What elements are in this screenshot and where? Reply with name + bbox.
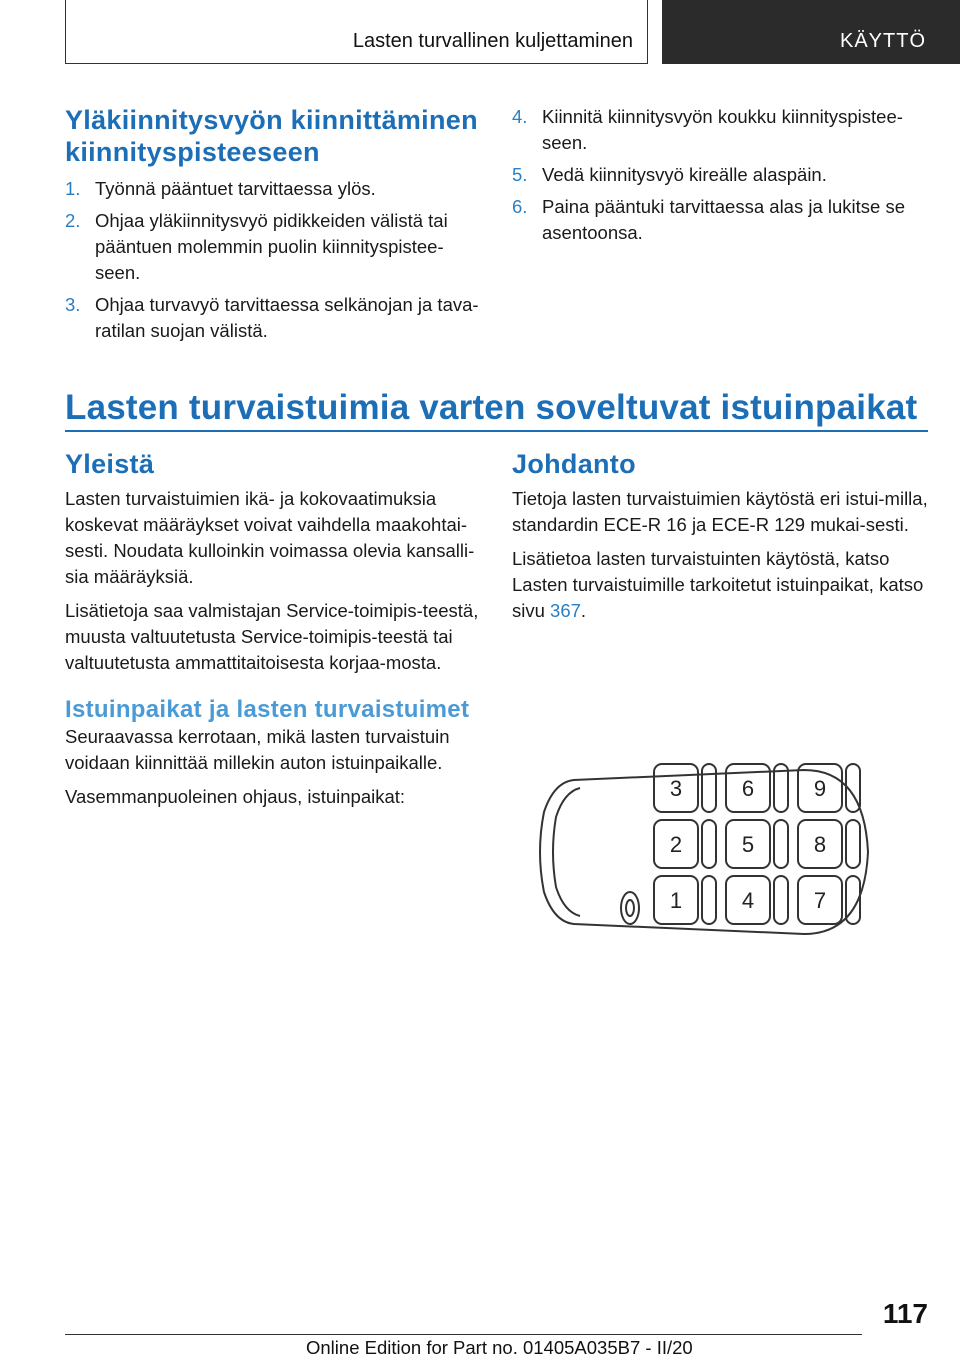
- seat-number-label: 9: [813, 776, 827, 801]
- seat-backrest-5: [774, 820, 788, 868]
- seating-paragraph-1: Seuraavassa kerrotaan, mikä lasten turvaistuin voidaan kiinnittää millekin auton istuinpaikalle.: [65, 726, 450, 773]
- list-item: [65, 292, 479, 344]
- tether-title-line2: kiinnityspisteeseen: [65, 137, 320, 167]
- page-number: 117: [882, 1298, 928, 1329]
- step-number: 1.: [65, 178, 81, 199]
- header-section-box: [65, 0, 648, 64]
- step-number: 6.: [512, 196, 528, 217]
- introduction-text: Lisätietoa lasten turvaistuinten käytöstä, katso Lasten turvaistuimille tarkoitetut istuinpaikat, katso sivu: [512, 548, 924, 621]
- right-bottom-column: [512, 448, 932, 632]
- step-number: 3.: [65, 294, 81, 315]
- tether-section-title: [65, 104, 479, 168]
- introduction-paragraph-2: [512, 546, 932, 624]
- step-text: Työnnä pääntuet tarvittaessa ylös.: [95, 178, 376, 199]
- list-item: [65, 176, 479, 202]
- seat-backrest-2: [702, 820, 716, 868]
- car-outline-inner: [553, 788, 580, 916]
- seat-number-label: 8: [813, 832, 827, 857]
- seating-positions-title: Istuinpaikat ja lasten turvaistuimet: [65, 696, 470, 723]
- header-chapter-box: [662, 0, 960, 64]
- page-link[interactable]: 367: [550, 600, 581, 621]
- left-bottom-column: [65, 448, 479, 818]
- general-paragraph-1: Lasten turvaistuimien ikä- ja kokovaatimuksia koskevat määräykset voivat vaihdella maakohtai-sesti. Noudata kulloinkin voimassa olevia kansalli-sia määräyksiä.: [65, 488, 475, 587]
- seat-backrest-4: [774, 876, 788, 924]
- seat-number-label: 1: [669, 888, 683, 913]
- main-section-rule: [65, 430, 928, 432]
- introduction-paragraph-1: Tietoja lasten turvaistuimien käytöstä eri istui-milla, standardin ECE-R 16 ja ECE-R 129 mukai-sesti.: [512, 488, 928, 535]
- general-paragraph-2: Lisätietoja saa valmistajan Service-toimipis-teestä, muusta valtuutetusta Service-toimipis-teestä tai valtuutetusta ammattitaitoisesta korjaa-mosta.: [65, 600, 479, 673]
- list-item: [512, 162, 932, 188]
- step-number: 2.: [65, 210, 81, 231]
- step-text: Kiinnitä kiinnitysvyön koukku kiinnityspistee-seen.: [542, 106, 903, 153]
- seat-backrest-1: [702, 876, 716, 924]
- seat-number-label: 3: [669, 776, 683, 801]
- tether-steps-list-continued: [512, 104, 932, 246]
- seat-number-label: 2: [669, 832, 683, 857]
- left-top-column: [65, 104, 479, 350]
- footer-rule: [65, 1334, 862, 1335]
- steering-wheel-icon: [621, 892, 639, 924]
- header-section-title: Lasten turvallinen kuljettaminen: [352, 30, 633, 52]
- tether-title-line1: Yläkiinnitysvyön kiinnittäminen: [65, 105, 478, 135]
- tether-steps-list: [65, 176, 479, 344]
- seat-number-label: 5: [741, 832, 755, 857]
- list-item: [65, 208, 479, 286]
- seat-number-label: 4: [741, 888, 755, 913]
- step-number: 4.: [512, 106, 528, 127]
- step-text: Ohjaa turvavyö tarvittaessa selkänojan ja tava-ratilan suojan välistä.: [95, 294, 479, 341]
- introduction-end: .: [580, 600, 587, 621]
- seat-backrest-3: [702, 764, 716, 812]
- right-top-column: [512, 104, 932, 252]
- list-item: [512, 194, 932, 246]
- introduction-title: Johdanto: [512, 449, 636, 479]
- seat-layout-diagram: [534, 762, 874, 942]
- list-item: [512, 104, 932, 156]
- step-text: Paina pääntuki tarvittaessa alas ja lukitse se asentoonsa.: [542, 196, 906, 243]
- step-number: 5.: [512, 164, 528, 185]
- footer-edition: Online Edition for Part no. 01405A035B7 - II/20: [306, 1337, 693, 1358]
- general-title: Yleistä: [65, 449, 155, 479]
- seating-paragraph-2: Vasemmanpuoleinen ohjaus, istuinpaikat:: [65, 786, 406, 807]
- seat-number-label: 6: [741, 776, 755, 801]
- seat-number-label: 7: [813, 888, 827, 913]
- header-chapter-title: KÄYTTÖ: [839, 30, 926, 52]
- step-text: Ohjaa yläkiinnitysvyö pidikkeiden välistä tai pääntuen molemmin puolin kiinnityspistee-seen.: [95, 210, 448, 283]
- step-text: Vedä kiinnitysvyö kireälle alaspäin.: [542, 164, 827, 185]
- seat-backrest-8: [846, 820, 860, 868]
- main-section-title: Lasten turvaistuimia varten soveltuvat istuinpaikat: [65, 388, 918, 427]
